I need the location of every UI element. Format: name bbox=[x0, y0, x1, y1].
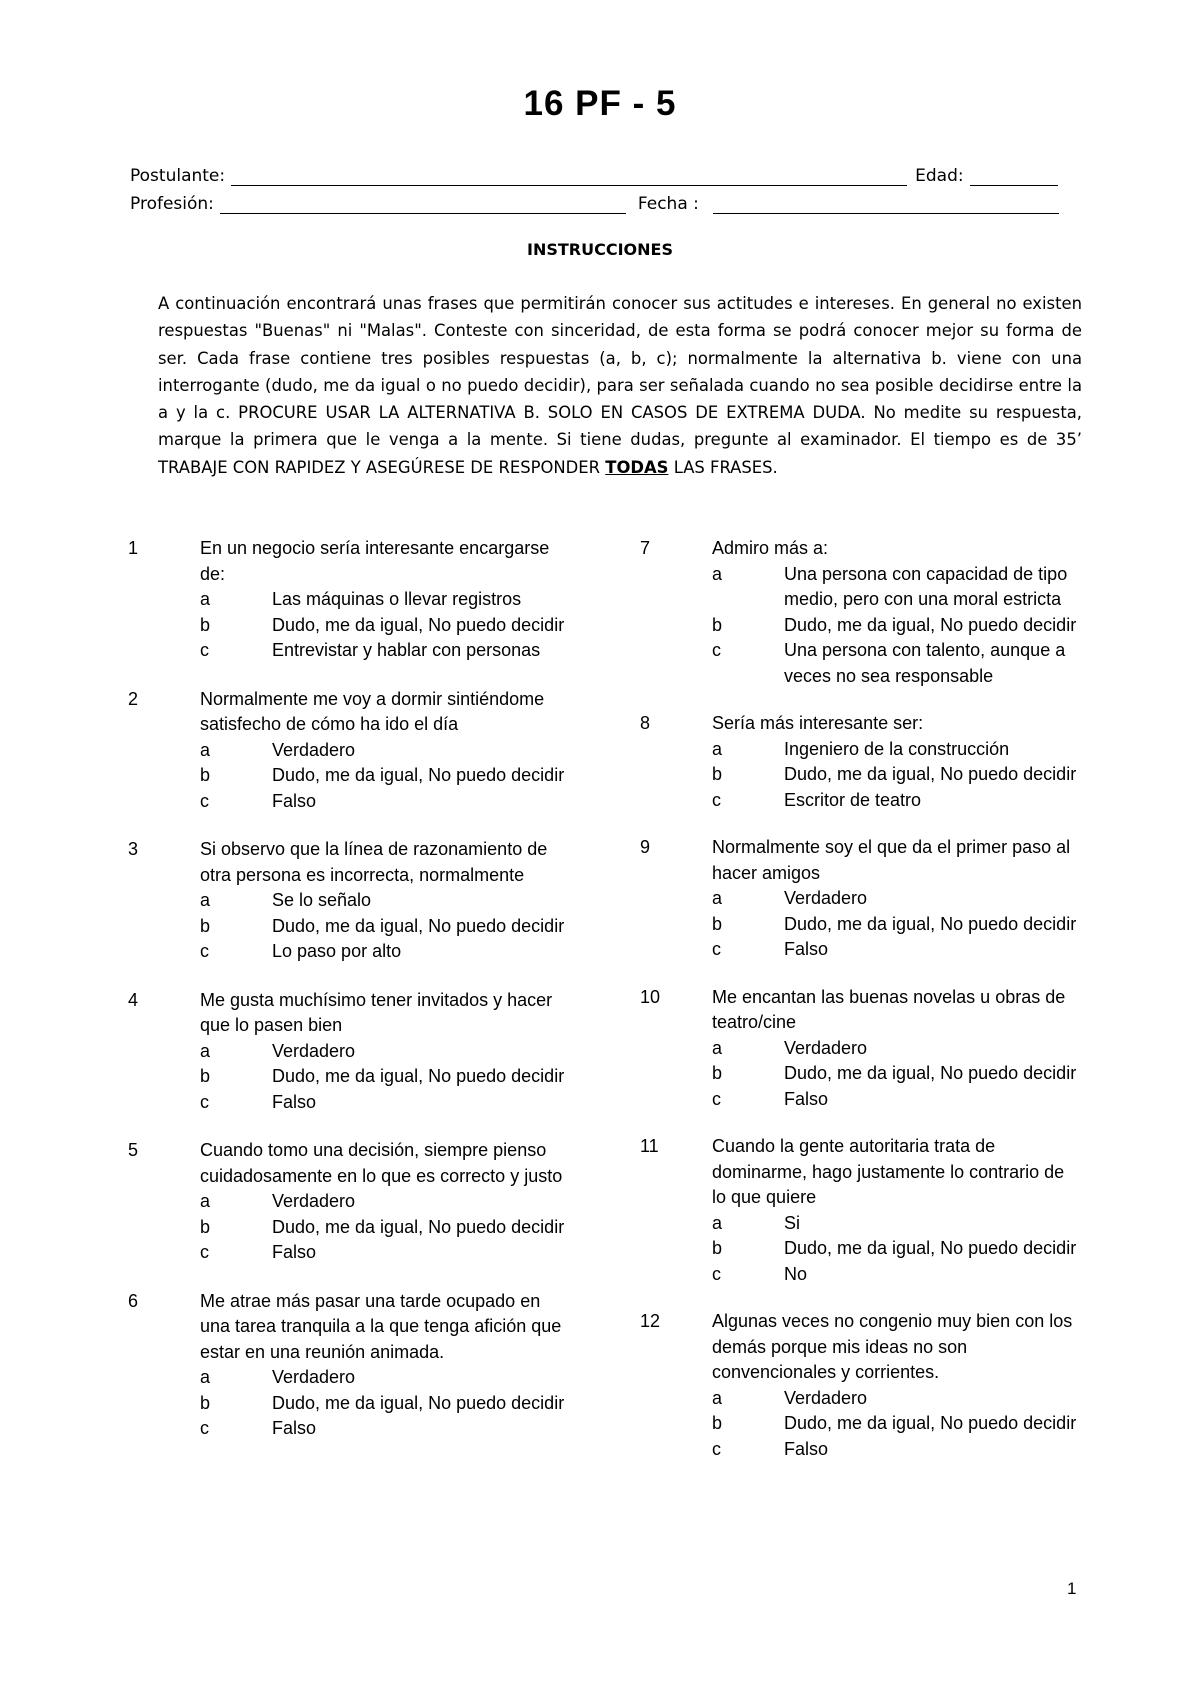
question-4 bbox=[128, 988, 588, 1116]
question-text: Admiro más a: bbox=[712, 538, 829, 558]
option-letter: b bbox=[712, 614, 723, 635]
option-text: Dudo, me da igual, No puedo decidir bbox=[784, 1238, 1077, 1258]
question-number: 7 bbox=[640, 538, 651, 558]
answer-option[interactable] bbox=[712, 638, 1100, 689]
option-text: Verdadero bbox=[784, 888, 868, 908]
option-letter: c bbox=[200, 640, 209, 660]
question-number: 10 bbox=[640, 986, 661, 1007]
option-letter: c bbox=[200, 1418, 209, 1438]
questions-column-left bbox=[128, 536, 588, 1442]
option-text: Dudo, me da igual, No puedo decidir bbox=[272, 614, 565, 635]
question-2 bbox=[128, 687, 588, 815]
answer-option[interactable] bbox=[200, 789, 588, 815]
instructions-body: A continuación encontrará unas frases que permitirán conocer sus actitudes e intereses. En general no existen respuestas "Buenas" ni "Malas". Conteste con sinceridad, de esta forma se podrá conocer mejor su forma de ser. Cada frase contiene tres posibles respuestas (a, b, c); normalmente la alternativa b. viene con una interrogante (dudo, me da igual o no puedo decidir), para ser señalada cuando no sea posible decidirse entre la a y la c. PROCURE USAR LA ALTERNATIVA B. SOLO EN CASOS DE EXTREMA DUDA. No medite su respuesta, marque la primera que le venga a la mente. Si tiene dudas, pregunte al examinador. El tiempo es de 35’ TRABAJE CON RAPIDEZ Y ASEGÚRESE DE RESPONDER bbox=[158, 294, 1082, 477]
answer-option[interactable] bbox=[712, 1236, 1100, 1262]
instructions-body-end: LAS FRASES. bbox=[668, 457, 778, 477]
answer-option[interactable] bbox=[200, 1090, 588, 1116]
option-letter: a bbox=[200, 589, 211, 609]
option-text: Escritor de teatro bbox=[784, 789, 922, 810]
option-letter: c bbox=[712, 939, 721, 959]
question-number: 6 bbox=[128, 1290, 139, 1311]
question-text: Normalmente soy el que da el primer paso al hacer amigos bbox=[712, 837, 1071, 883]
profesion-field[interactable] bbox=[220, 193, 626, 214]
instructions-text bbox=[158, 290, 1082, 481]
option-letter: a bbox=[712, 563, 723, 584]
option-letter: b bbox=[712, 1413, 723, 1433]
question-number: 4 bbox=[128, 989, 139, 1010]
option-text: Falso bbox=[784, 1438, 829, 1459]
option-letter: c bbox=[712, 1263, 721, 1284]
answer-option[interactable] bbox=[200, 914, 588, 940]
fecha-label: Fecha : bbox=[637, 194, 699, 214]
question-1 bbox=[128, 536, 588, 664]
option-letter: b bbox=[200, 1216, 211, 1237]
postulante-field[interactable] bbox=[231, 165, 907, 186]
option-letter: b bbox=[200, 915, 211, 936]
option-text: Dudo, me da igual, No puedo decidir bbox=[272, 765, 565, 785]
option-text: Verdadero bbox=[272, 1191, 356, 1211]
option-letter: b bbox=[200, 1066, 211, 1086]
answer-option[interactable] bbox=[712, 613, 1100, 639]
option-letter: b bbox=[712, 1238, 723, 1258]
answer-option[interactable] bbox=[712, 562, 1100, 613]
answer-option[interactable] bbox=[712, 1262, 1100, 1288]
answer-option[interactable] bbox=[712, 1437, 1100, 1463]
option-text: Falso bbox=[784, 1088, 829, 1109]
answer-option[interactable] bbox=[712, 762, 1100, 788]
option-text: Entrevistar y hablar con personas bbox=[272, 640, 541, 660]
option-text: Verdadero bbox=[272, 1040, 356, 1061]
option-letter: a bbox=[200, 1191, 211, 1211]
option-letter: b bbox=[712, 764, 723, 784]
option-text: Falso bbox=[272, 790, 317, 811]
question-number: 8 bbox=[640, 713, 651, 733]
answer-option[interactable] bbox=[200, 1189, 588, 1215]
option-letter: c bbox=[200, 1091, 209, 1112]
question-number: 12 bbox=[640, 1311, 661, 1331]
question-number: 2 bbox=[128, 688, 139, 709]
question-5 bbox=[128, 1138, 588, 1266]
edad-field[interactable] bbox=[970, 165, 1058, 186]
question-number: 3 bbox=[128, 839, 139, 859]
option-text: Una persona con talento, aunque a veces no sea responsable bbox=[784, 640, 1066, 686]
answer-option[interactable] bbox=[200, 1416, 588, 1442]
answer-option[interactable] bbox=[200, 1039, 588, 1065]
option-letter: b bbox=[712, 913, 723, 934]
option-text: Falso bbox=[272, 1091, 317, 1112]
questions-column-right bbox=[640, 536, 1100, 1462]
question-6 bbox=[128, 1289, 588, 1442]
question-text: Me gusta muchísimo tener invitados y hacer que lo pasen bien bbox=[200, 989, 553, 1035]
option-text: Dudo, me da igual, No puedo decidir bbox=[784, 1413, 1077, 1433]
question-text: Algunas veces no congenio muy bien con los demás porque mis ideas no son convencionales y corrientes. bbox=[712, 1311, 1073, 1382]
question-12 bbox=[640, 1309, 1100, 1462]
question-10 bbox=[640, 985, 1100, 1113]
option-letter: a bbox=[200, 1367, 211, 1387]
option-text: Dudo, me da igual, No puedo decidir bbox=[272, 1216, 565, 1237]
option-text: Verdadero bbox=[784, 1387, 868, 1408]
answer-option[interactable] bbox=[200, 587, 588, 613]
question-number: 1 bbox=[128, 538, 139, 558]
option-text: Las máquinas o llevar registros bbox=[272, 589, 522, 609]
question-9 bbox=[640, 835, 1100, 963]
answer-option[interactable] bbox=[200, 738, 588, 764]
option-text: Una persona con capacidad de tipo medio, pero con una moral estricta bbox=[784, 563, 1068, 609]
page-number: 1 bbox=[1067, 1579, 1077, 1598]
answer-option[interactable] bbox=[712, 912, 1100, 938]
question-text: Sería más interesante ser: bbox=[712, 713, 924, 733]
answer-option[interactable] bbox=[200, 939, 588, 965]
option-text: Ingeniero de la construcción bbox=[784, 738, 1010, 759]
answer-option[interactable] bbox=[200, 1391, 588, 1417]
option-text: Dudo, me da igual, No puedo decidir bbox=[784, 1063, 1077, 1083]
option-letter: a bbox=[200, 1040, 211, 1061]
option-text: Falso bbox=[272, 1418, 317, 1438]
option-letter: c bbox=[200, 1242, 209, 1262]
option-letter: c bbox=[712, 640, 721, 660]
answer-option[interactable] bbox=[200, 613, 588, 639]
option-text: Verdadero bbox=[272, 1367, 356, 1387]
option-letter: c bbox=[200, 790, 209, 811]
option-text: Si bbox=[784, 1212, 801, 1233]
question-7 bbox=[640, 536, 1100, 689]
option-text: Dudo, me da igual, No puedo decidir bbox=[784, 913, 1077, 934]
question-number: 9 bbox=[640, 837, 651, 857]
question-3 bbox=[128, 837, 588, 965]
option-text: Falso bbox=[784, 939, 829, 959]
option-text: Falso bbox=[272, 1242, 317, 1262]
question-text: Cuando tomo una decisión, siempre pienso cuidadosamente en lo que es correcto y justo bbox=[200, 1140, 563, 1186]
option-letter: a bbox=[200, 739, 211, 760]
answer-option[interactable] bbox=[712, 1061, 1100, 1087]
answer-option[interactable] bbox=[712, 1211, 1100, 1237]
question-text: Me encantan las buenas novelas u obras de teatro/cine bbox=[712, 986, 1066, 1032]
field-row-postulante bbox=[130, 158, 1080, 186]
question-text: Si observo que la línea de razonamiento de otra persona es incorrecta, normalmente bbox=[200, 839, 548, 885]
option-text: Verdadero bbox=[272, 739, 356, 760]
answer-option[interactable] bbox=[712, 788, 1100, 814]
answer-option[interactable] bbox=[712, 1411, 1100, 1437]
postulante-label: Postulante: bbox=[130, 166, 226, 186]
option-text: Dudo, me da igual, No puedo decidir bbox=[272, 1392, 565, 1413]
question-11 bbox=[640, 1134, 1100, 1287]
answer-option[interactable] bbox=[200, 1215, 588, 1241]
option-letter: b bbox=[200, 614, 211, 635]
option-text: Dudo, me da igual, No puedo decidir bbox=[784, 764, 1077, 784]
option-letter: a bbox=[712, 888, 723, 908]
option-text: Dudo, me da igual, No puedo decidir bbox=[272, 1066, 565, 1086]
option-letter: a bbox=[712, 738, 723, 759]
answer-option[interactable] bbox=[200, 1365, 588, 1391]
answer-option[interactable] bbox=[200, 1240, 588, 1266]
option-text: Dudo, me da igual, No puedo decidir bbox=[272, 915, 565, 936]
edad-label: Edad: bbox=[915, 166, 964, 186]
applicant-fields bbox=[130, 158, 1080, 214]
question-text: En un negocio sería interesante encargarse de: bbox=[200, 538, 550, 584]
option-letter: c bbox=[200, 941, 209, 961]
option-letter: b bbox=[200, 1392, 211, 1413]
answer-option[interactable] bbox=[712, 737, 1100, 763]
answer-option[interactable] bbox=[712, 886, 1100, 912]
answer-option[interactable] bbox=[712, 1036, 1100, 1062]
fecha-field[interactable] bbox=[713, 193, 1059, 214]
page-title: 16 PF - 5 bbox=[523, 84, 677, 123]
field-row-profesion bbox=[130, 186, 1080, 214]
option-text: Lo paso por alto bbox=[272, 941, 402, 961]
question-text: Cuando la gente autoritaria trata de dominarme, hago justamente lo contrario de lo que quiere bbox=[712, 1136, 1065, 1207]
option-letter: c bbox=[712, 789, 721, 810]
answer-option[interactable] bbox=[712, 1087, 1100, 1113]
answer-option[interactable] bbox=[200, 888, 588, 914]
answer-option[interactable] bbox=[200, 1064, 588, 1090]
option-text: No bbox=[784, 1263, 808, 1284]
option-letter: c bbox=[712, 1088, 721, 1109]
option-text: Verdadero bbox=[784, 1037, 868, 1058]
question-number: 11 bbox=[640, 1136, 659, 1156]
question-text: Me atrae más pasar una tarde ocupado en una tarea tranquila a la que tenga afición que estar en una reunión animada. bbox=[200, 1290, 562, 1362]
option-letter: a bbox=[712, 1037, 723, 1058]
question-8 bbox=[640, 711, 1100, 813]
option-letter: a bbox=[712, 1212, 723, 1233]
option-text: Dudo, me da igual, No puedo decidir bbox=[784, 614, 1077, 635]
answer-option[interactable] bbox=[200, 638, 588, 664]
option-letter: c bbox=[712, 1438, 721, 1459]
instructions-heading: INSTRUCCIONES bbox=[527, 240, 673, 259]
option-letter: a bbox=[200, 890, 211, 910]
option-letter: b bbox=[712, 1063, 723, 1083]
option-letter: b bbox=[200, 765, 211, 785]
question-number: 5 bbox=[128, 1140, 139, 1160]
answer-option[interactable] bbox=[712, 1386, 1100, 1412]
question-text: Normalmente me voy a dormir sintiéndome satisfecho de cómo ha ido el día bbox=[200, 688, 545, 734]
option-letter: a bbox=[712, 1387, 723, 1408]
answer-option[interactable] bbox=[200, 763, 588, 789]
profesion-label: Profesión: bbox=[130, 194, 214, 214]
option-text: Se lo señalo bbox=[272, 890, 372, 910]
instructions-emphasis: TODAS bbox=[605, 457, 669, 477]
answer-option[interactable] bbox=[712, 937, 1100, 963]
